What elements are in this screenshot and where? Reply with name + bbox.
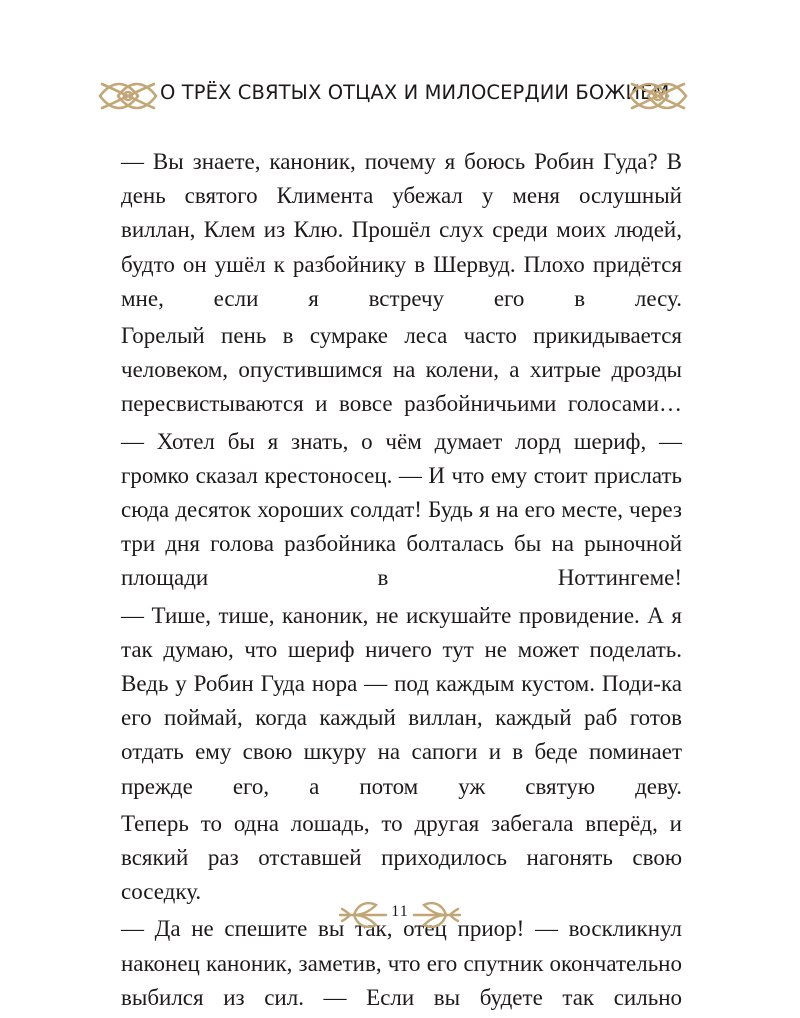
celtic-knot-icon xyxy=(622,74,694,118)
paragraph: Теперь то одна лошадь, то другая забегала вперёд, и всякий раз отставшей приходилось нагонять свою соседку. xyxy=(121,810,682,905)
paragraph: — Вы знаете, каноник, почему я боюсь Робин Гуда? В день святого Климента убежал у меня ослушный виллан, Клем из Клю. Прошёл слух среди моих людей, будто он ушёл к разбойнику в Шервуд. Плохо придётся мне, если я встречу его в лесу. xyxy=(121,149,682,311)
chapter-title: О ТРЁХ СВЯТЫХ ОТЦАХ И МИЛОСЕРДИИ БОЖИЕМ xyxy=(160,81,670,104)
paragraph: — Тише, тише, каноник, не искушайте провидение. А я так думаю, что шериф ничего тут не может поделать. Ведь у Робин Гуда нора — под каждым кустом. Поди-ка его поймай, когда каждый виллан, каждый раб готов отдать ему свою шкуру на сапоги и в беде поминает прежде его, а потом уж святую деву. xyxy=(121,602,682,799)
page-number: 11 xyxy=(391,903,409,920)
running-header xyxy=(0,74,800,118)
paragraph: — Хотел бы я знать, о чём думает лорд шериф, — громко сказал крестоносец. — И что ему стоит прислать сюда десяток хороших солдат! Будь я на его месте, через три дня голова разбойника болталась бы на рыночной площади в Ноттингеме! xyxy=(121,428,682,591)
page-footer xyxy=(0,895,800,935)
paragraph: Горелый пень в сумраке леса часто прикидывается человеком, опустившимся на колени, а хитрые дрозды пересвистываются и вовсе разбойничьими голосами… xyxy=(121,323,682,417)
paragraph: — Да не спешите вы так, отец приор! — воскликнул наконец каноник, заметив, что его спутник окончательно выбился из сил. — Если вы будете так сильно xyxy=(121,916,682,1010)
leaf-sprig-icon xyxy=(410,895,464,935)
page-body xyxy=(121,145,682,1018)
celtic-knot-icon xyxy=(92,74,164,118)
